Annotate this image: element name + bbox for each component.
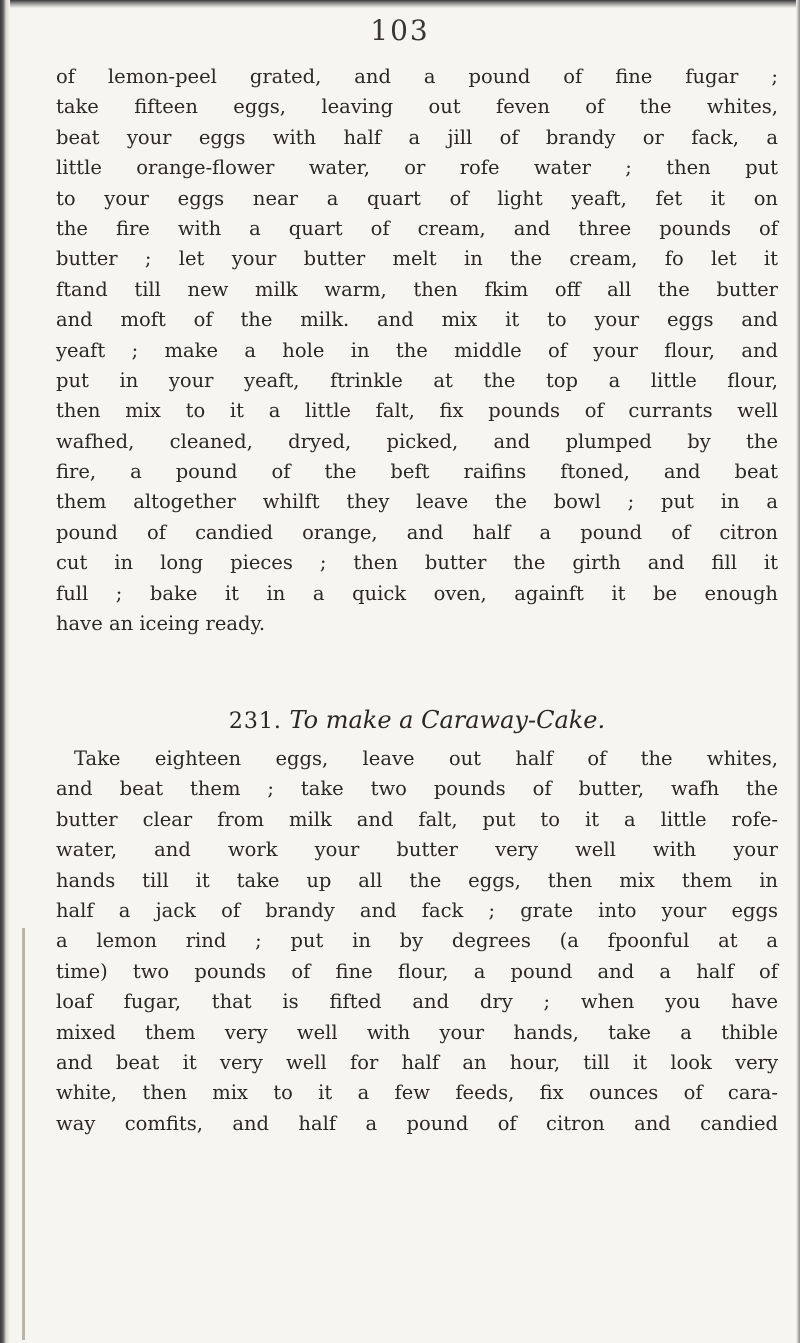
text-line: to your eggs near a quart of light yeaft, fet it on [56, 186, 778, 210]
text-line: a lemon rind ; put in by degrees (a fpoonful at a [56, 929, 778, 953]
text-line: little orange-flower water, or rofe water ; then put [56, 156, 778, 180]
text-line: water, and work your butter very well with your [56, 838, 778, 862]
text-line: fire, a pound of the beft raifins ftoned, and beat [56, 460, 778, 484]
caraway-cake-paragraph [56, 744, 778, 1139]
text-line: wafhed, cleaned, dryed, picked, and plumped by the [56, 429, 778, 453]
text-line: mixed them very well with your hands, take a thible [56, 1020, 778, 1044]
text-line: hands till it take up all the eggs, then mix them in [56, 868, 778, 892]
text-line: butter clear from milk and falt, put to it a little rofe- [56, 807, 778, 831]
text-line: then mix to it a little falt, fix pounds of currants well [56, 399, 778, 423]
margin-mark [22, 928, 25, 1340]
page-edge-right [796, 0, 800, 1343]
text-line: yeaft ; make a hole in the middle of your flour, and [56, 338, 778, 362]
recipe-title: To make a Caraway-Cake. [289, 706, 606, 734]
recipe-continuation-paragraph [56, 62, 778, 639]
text-line: and beat it very well for half an hour, till it look very [56, 1050, 778, 1074]
text-line: loaf fugar, that is fifted and dry ; when you have [56, 990, 778, 1014]
recipe-number: 231. [228, 709, 282, 734]
text-line: have an iceing ready. [56, 612, 266, 636]
recipe-heading [56, 700, 778, 740]
page-edge-top [0, 0, 800, 8]
page-edge-left [0, 0, 10, 1343]
text-line: way comfits, and half a pound of citron and candied [56, 1111, 778, 1135]
text-line: beat your eggs with half a jill of brandy or fack, a [56, 125, 778, 149]
text-line: Take eighteen eggs, leave out half of the whites, [74, 747, 778, 770]
text-line: butter ; let your butter melt in the cream, fo let it [56, 247, 778, 271]
text-line: cut in long pieces ; then butter the girth and fill it [56, 551, 778, 575]
text-line: time) two pounds of fine flour, a pound and a half of [56, 959, 778, 983]
text-line: half a jack of brandy and fack ; grate into your eggs [56, 898, 778, 922]
text-line: full ; bake it in a quick oven, againft it be enough [56, 581, 778, 605]
text-line: and moft of the milk. and mix it to your eggs and [56, 308, 778, 332]
text-line: white, then mix to it a few feeds, fix ounces of cara- [56, 1081, 778, 1105]
text-line: take fifteen eggs, leaving out feven of the whites, [56, 95, 778, 119]
text-line: pound of candied orange, and half a pound of citron [56, 520, 778, 544]
text-line: ftand till new milk warm, then fkim off all the butter [56, 277, 778, 301]
text-line: put in your yeaft, ftrinkle at the top a little flour, [56, 368, 778, 392]
text-line: them altogether whilft they leave the bowl ; put in a [56, 490, 778, 514]
text-line: the fire with a quart of cream, and three pounds of [56, 216, 778, 240]
text-line: of lemon-peel grated, and a pound of fine fugar ; [56, 65, 778, 88]
text-line: and beat them ; take two pounds of butter, wafh the [56, 777, 778, 801]
page-number: 103 [370, 14, 430, 47]
